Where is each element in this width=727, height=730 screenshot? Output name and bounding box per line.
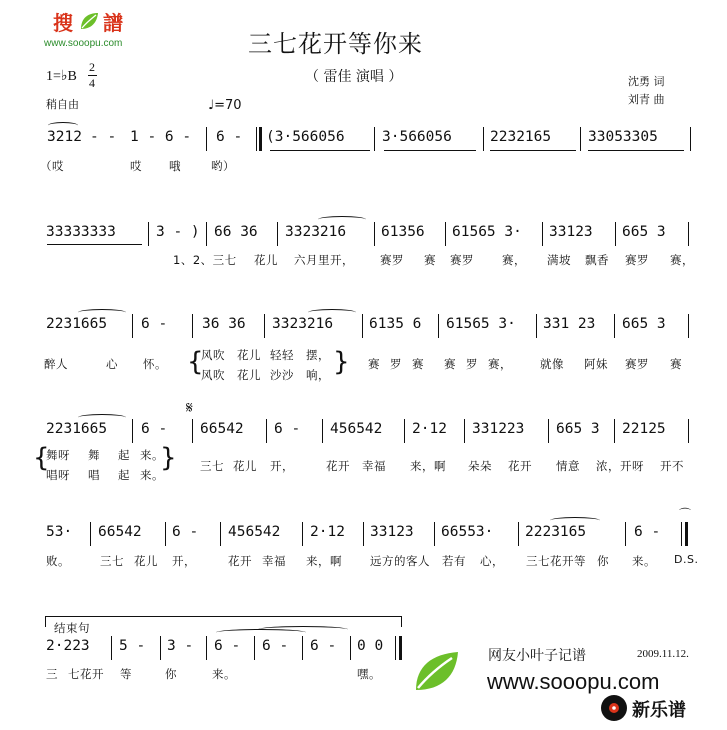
barline [206,636,207,660]
lyric: 幸福 [262,554,286,568]
barline [548,419,549,443]
fermata-icon: ⌒ [679,507,692,521]
key-signature: 1=♭B [46,69,77,84]
barline [302,522,303,546]
lyric: 风吹 [201,368,225,382]
measure-24: 665 3 [622,316,666,332]
lyric: （哎 [40,159,64,173]
measure-16: 665 3 [622,224,666,240]
lyric: 唱 [88,468,100,482]
barline [132,419,133,443]
measure-13: 61356 [381,224,425,240]
measure-49: 0 0 [357,638,384,654]
lyric: 风吹 [201,348,225,362]
lyric: 哎 [130,159,142,173]
barline [111,636,112,660]
barline [362,314,363,338]
slur [78,414,126,421]
lyric: 响， [306,368,330,382]
lyric: 你 [165,667,177,681]
measure-28: 6 - [274,421,301,437]
barline [254,636,255,660]
barline [483,127,484,151]
lyric: 赛罗 [450,253,474,267]
barline [395,636,396,660]
verse-brace: { [33,443,50,473]
lyric: 赛， [488,357,512,371]
measure-5: (3·566056 [266,129,345,145]
logo-char-pu: 譜 [103,11,123,35]
lyric: 醉人 [44,357,68,371]
measure-45: 3 - [167,638,194,654]
beam [270,150,370,151]
barline [165,522,166,546]
lyric: 赛 [412,357,424,371]
barline [445,222,446,246]
measure-23: 331 23 [543,316,596,332]
measure-35: 66542 [98,524,142,540]
lyric: 就像 [540,357,564,371]
lyric: 三七 [100,554,124,568]
beam [490,150,576,151]
barline [614,419,615,443]
barline [363,522,364,546]
site-url[interactable]: www.sooopu.com [487,669,660,694]
barline [625,522,626,546]
measure-3: 1 - 6 - [130,129,192,145]
barline [277,222,278,246]
barline [350,636,351,660]
beam [588,150,684,151]
lyric: 败。 [46,554,70,568]
lyric: 七花开 [68,667,104,681]
measure-31: 331223 [472,421,525,437]
measure-8: 33053305 [588,129,658,145]
measure-30: 2·12 [412,421,447,437]
lyric: 花儿 [134,554,158,568]
measure-19: 36 36 [202,316,246,332]
measure-20: 3323216 [272,316,334,332]
lyric: 情意 [556,459,580,473]
lyric: 来。 [212,667,236,681]
lyric: 若有 [442,554,466,568]
lyric: 赛 [368,357,380,371]
lyric: 赛罗 [625,253,649,267]
lyric: 舞 [88,448,100,462]
lyric: 三七 [200,459,224,473]
barline [264,314,265,338]
lyric: 花儿 [237,348,261,362]
verse-brace: } [160,443,177,473]
barline [614,314,615,338]
lyric: 赛， [502,253,526,267]
song-title: 三七花开等你来 [248,30,423,58]
barline [322,419,323,443]
lyric: 花开 [326,459,350,473]
measure-36: 6 - [172,524,199,540]
lyric: 哦 [169,159,181,173]
measure-25: 2231665 [46,421,108,437]
time-signature-top: 2 [89,60,95,74]
barline [206,222,207,246]
logo-url[interactable]: www.sooopu.com [44,38,123,49]
measure-41: 2223165 [525,524,587,540]
final-barline [685,522,688,546]
measure-42: 6 - [634,524,661,540]
lyric: 赛罗 [380,253,404,267]
barline [688,419,689,443]
transcriber-signature: 网友小叶子记谱 [488,648,586,664]
lyric: 唱呀 [46,468,70,482]
measure-44: 5 - [119,638,146,654]
barline [374,222,375,246]
lyric: 浓，开呀 [596,459,644,473]
lyric: 三 [46,667,58,681]
performer-line: （ 雷佳 演唱 ） [305,69,403,85]
lyric: 你 [597,554,609,568]
verse-brace: } [333,347,350,377]
barline [434,522,435,546]
barline [518,522,519,546]
ds-marking: D.S. [674,553,699,566]
measure-21: 6135 6 [369,316,422,332]
lyric: 朵朵 [468,459,492,473]
measure-4: 6 - [216,129,243,145]
measure-6: 3·566056 [382,129,452,145]
lyric: 轻轻 [270,348,294,362]
lyric: 开， [172,554,196,568]
lyric: 哟） [211,159,235,173]
measure-34: 53· [46,524,73,540]
metronome-mark: ♩=70 [208,98,242,113]
slur [78,309,126,316]
barline [90,522,91,546]
disc-logo-icon [600,694,628,726]
time-signature-bottom: 4 [89,76,95,90]
barline [688,314,689,338]
final-barline [399,636,402,660]
barline [302,636,303,660]
measure-47: 6 - [262,638,289,654]
barline [132,314,133,338]
barline [615,222,616,246]
barline [160,636,161,660]
barline [192,419,193,443]
slur [48,122,78,129]
measure-9: 33333333 [46,224,116,240]
measure-38: 2·12 [310,524,345,540]
lyric: 怀。 [143,357,167,371]
measure-12: 3323216 [285,224,347,240]
leaf-logo-icon [412,648,462,698]
lyric: 幸福 [362,459,386,473]
measure-29: 456542 [330,421,383,437]
measure-43: 2·223 [46,638,90,654]
slur [550,517,600,524]
slur [318,216,366,223]
lyric: 满坡 [547,253,571,267]
measure-22: 61565 3· [446,316,516,332]
barline [148,222,149,246]
ending-bracket [45,616,402,627]
measure-11: 66 36 [214,224,258,240]
measure-33: 22125 [622,421,666,437]
lyricist: 沈勇 词 [628,75,665,88]
barline [266,419,267,443]
barline [681,522,682,546]
measure-10: 3 - ) [156,224,200,240]
composer: 刘青 曲 [628,93,665,106]
lyric: 起 [118,448,130,462]
lyric: 阿妹 [584,357,608,371]
transcription-date: 2009.11.12. [637,648,689,660]
lyric: 开， [270,459,294,473]
measure-39: 33123 [370,524,414,540]
lyric: 赛 [670,357,682,371]
lyric: 赛， [670,253,694,267]
lyric: 花儿 [237,368,261,382]
brand-name: 新乐谱 [632,700,686,721]
barline [404,419,405,443]
lyric: 嘿。 [357,667,381,681]
barline [688,222,689,246]
beam [47,244,142,245]
measure-7: 2232165 [490,129,552,145]
verse-brace: { [187,347,204,377]
measure-37: 456542 [228,524,281,540]
lyric: 赛 [444,357,456,371]
lyric: 来，啊 [410,459,446,473]
lyric: 花开 [228,554,252,568]
lyric: 花儿 [254,253,278,267]
lyric: 飘香 [585,253,609,267]
lyric: 远方的客人 [370,554,430,568]
lyric: 起 [118,468,130,482]
leaf-logo-icon [78,10,100,36]
lyric: 花开 [508,459,532,473]
lyric: 来。 [140,448,164,462]
barline [256,127,257,151]
measure-46: 6 - [214,638,241,654]
beam [384,150,476,151]
tempo-mark: 稍自由 [46,98,79,111]
lyric: 来。 [140,468,164,482]
lyric: 赛罗 [625,357,649,371]
barline [690,127,691,151]
lyric: 罗 [390,357,402,371]
measure-14: 61565 3· [452,224,522,240]
segno-icon: 𝄋 [186,398,193,417]
lyric: 来，啊 [306,554,342,568]
lyric: 心， [480,554,504,568]
barline [464,419,465,443]
lyric: 心 [106,357,118,371]
barline [536,314,537,338]
measure-1: 3212 [47,129,82,145]
lyric: 开不 [660,459,684,473]
lyric: 舞呀 [46,448,70,462]
measure-15: 33123 [549,224,593,240]
measure-26: 6 - [141,421,168,437]
slur [308,309,356,316]
barline [580,127,581,151]
measure-18: 6 - [141,316,168,332]
barline [206,127,207,151]
measure-48: 6 - [310,638,337,654]
measure-2: - - [90,129,117,145]
barline [220,522,221,546]
measure-27: 66542 [200,421,244,437]
measure-40: 66553· [441,524,494,540]
lyric: 六月里开， [294,253,354,267]
barline [192,314,193,338]
lyric: 赛 [424,253,436,267]
logo-char-sou: 搜 [53,11,73,35]
lyric: 沙沙 [270,368,294,382]
lyric: 等 [120,667,132,681]
measure-17: 2231665 [46,316,108,332]
measure-32: 665 3 [556,421,600,437]
ending-label: 结束句 [54,621,90,635]
barline [542,222,543,246]
lyric: 花儿 [233,459,257,473]
lyric: 摆， [306,348,330,362]
tie [258,626,348,633]
lyric: 罗 [466,357,478,371]
barline [438,314,439,338]
lyric: 三七花开等 [526,554,586,568]
lyric: 来。 [632,554,656,568]
barline [374,127,375,151]
repeat-barline [259,127,262,151]
lyric: 1、2、三七 [173,253,237,267]
